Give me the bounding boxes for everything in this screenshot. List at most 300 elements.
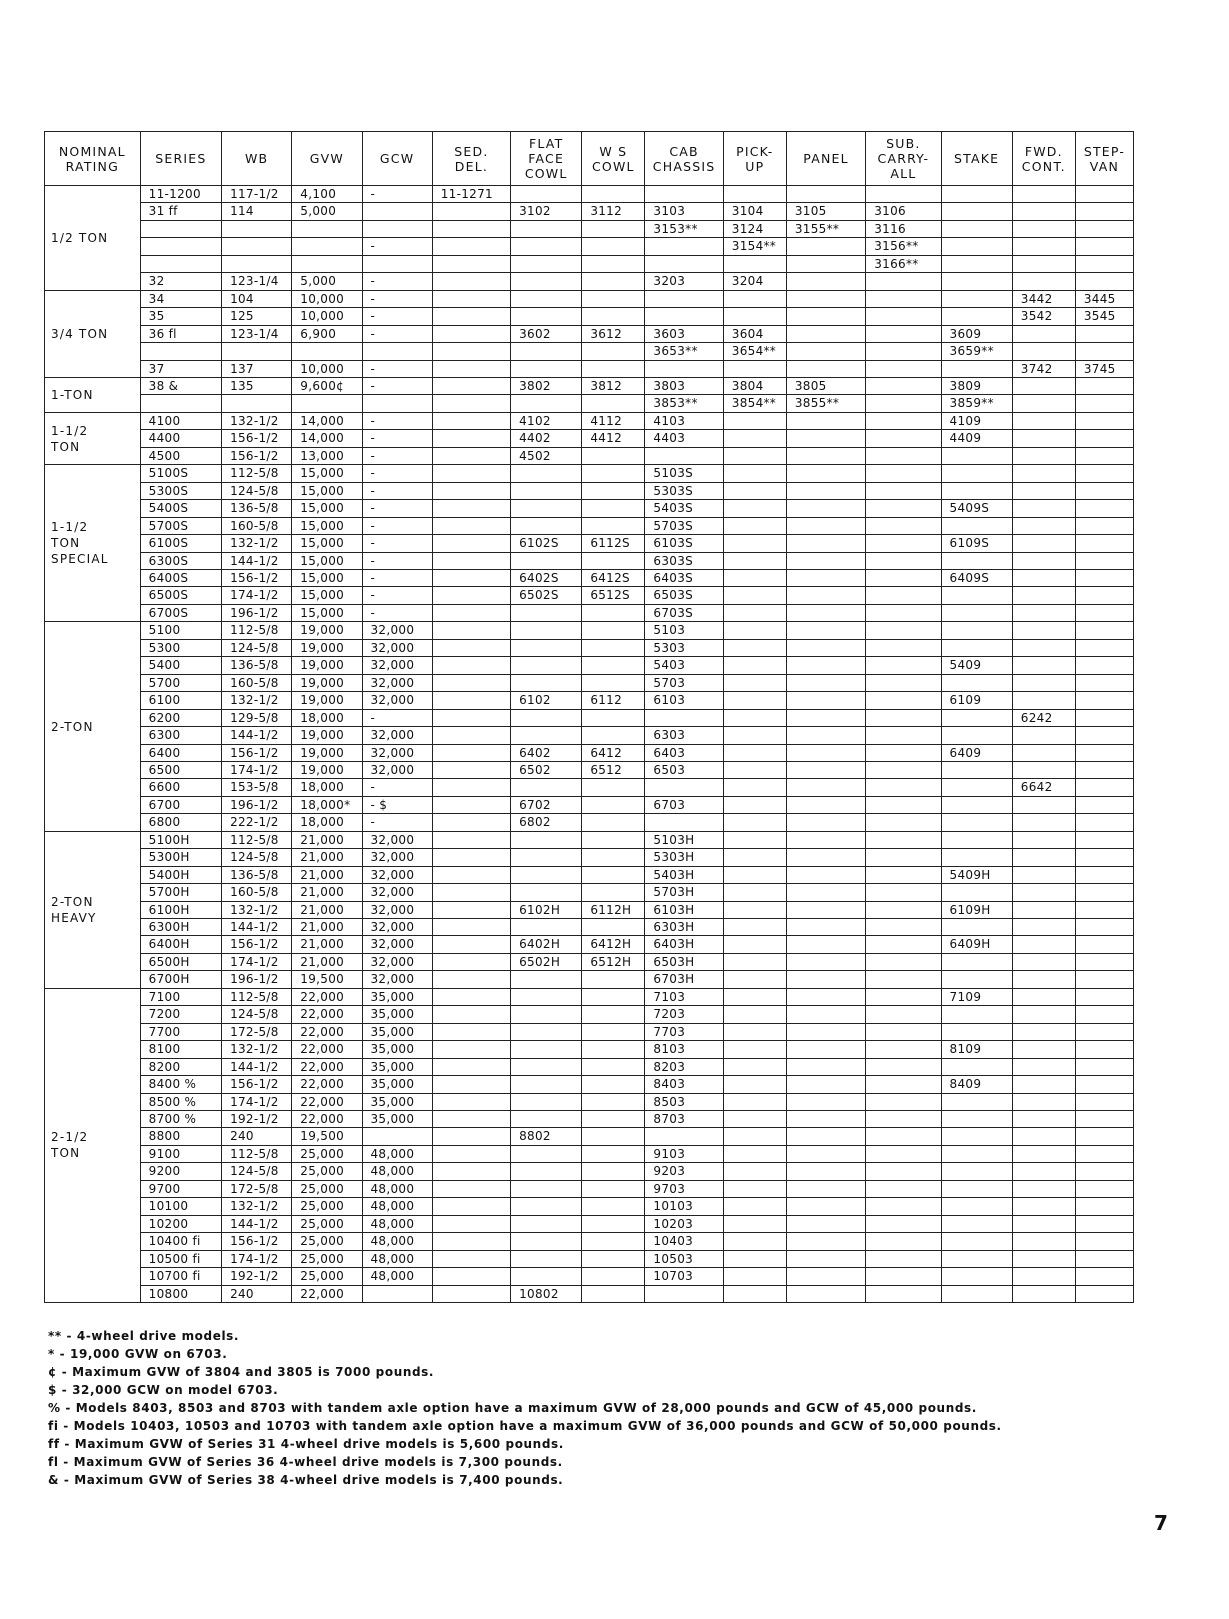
panel-cell xyxy=(786,761,865,778)
flat-face-cowl-cell xyxy=(511,1163,582,1180)
panel-cell xyxy=(786,465,865,482)
gcw-cell: 32,000 xyxy=(362,657,432,674)
header-line: SERIES xyxy=(155,151,207,166)
header-flat-face-cowl xyxy=(511,132,582,186)
fwd-cont-cell xyxy=(1012,884,1075,901)
table-row xyxy=(45,1268,1134,1285)
gcw-cell: 32,000 xyxy=(362,727,432,744)
flat-face-cowl-cell: 4402 xyxy=(511,430,582,447)
footnote: fl - Maximum GVW of Series 36 4-wheel drive models is 7,300 pounds. xyxy=(48,1455,563,1469)
series-cell: 6100S xyxy=(140,535,221,552)
cab-chassis-cell: 7703 xyxy=(645,1023,723,1040)
flat-face-cowl-cell xyxy=(511,360,582,377)
pickup-cell xyxy=(723,569,786,586)
ws-cowl-cell xyxy=(582,1128,645,1145)
step-van-cell xyxy=(1075,1023,1133,1040)
sub-carryall-cell xyxy=(866,412,941,429)
panel-cell xyxy=(786,430,865,447)
step-van-cell xyxy=(1075,1198,1133,1215)
step-van-cell xyxy=(1075,1233,1133,1250)
gvw-cell: 5,000 xyxy=(292,203,362,220)
stake-cell xyxy=(941,1023,1012,1040)
sub-carryall-cell xyxy=(866,674,941,691)
panel-cell xyxy=(786,1058,865,1075)
flat-face-cowl-cell xyxy=(511,1023,582,1040)
pickup-cell xyxy=(723,1268,786,1285)
wb-cell: 196-1/2 xyxy=(222,796,292,813)
flat-face-cowl-cell xyxy=(511,604,582,621)
table-row xyxy=(45,482,1134,499)
fwd-cont-cell xyxy=(1012,1163,1075,1180)
cab-chassis-cell: 6703H xyxy=(645,971,723,988)
sed-del-cell xyxy=(432,796,510,813)
sed-del-cell xyxy=(432,1076,510,1093)
sed-del-cell xyxy=(432,308,510,325)
wb-cell: 124-5/8 xyxy=(222,1006,292,1023)
flat-face-cowl-cell xyxy=(511,657,582,674)
gcw-cell: 32,000 xyxy=(362,674,432,691)
series-cell: 10700 fi xyxy=(140,1268,221,1285)
sed-del-cell xyxy=(432,255,510,272)
sed-del-cell xyxy=(432,657,510,674)
pickup-cell xyxy=(723,587,786,604)
step-van-cell xyxy=(1075,1163,1133,1180)
pickup-cell xyxy=(723,465,786,482)
step-van-cell xyxy=(1075,988,1133,1005)
gvw-cell: 15,000 xyxy=(292,465,362,482)
sub-carryall-cell xyxy=(866,692,941,709)
series-cell: 6300H xyxy=(140,919,221,936)
header-line: SUB. xyxy=(886,136,921,151)
sed-del-cell xyxy=(432,1058,510,1075)
sub-carryall-cell xyxy=(866,500,941,517)
sub-carryall-cell xyxy=(866,1250,941,1267)
table-row xyxy=(45,761,1134,778)
gcw-cell: - xyxy=(362,517,432,534)
stake-cell xyxy=(941,552,1012,569)
gcw-cell: 48,000 xyxy=(362,1163,432,1180)
ws-cowl-cell xyxy=(582,1041,645,1058)
sub-carryall-cell xyxy=(866,796,941,813)
panel-cell xyxy=(786,988,865,1005)
table-row xyxy=(45,325,1134,342)
gvw-cell: 19,000 xyxy=(292,674,362,691)
flat-face-cowl-cell xyxy=(511,674,582,691)
sed-del-cell xyxy=(432,1111,510,1128)
gcw-cell: 32,000 xyxy=(362,866,432,883)
flat-face-cowl-cell xyxy=(511,1058,582,1075)
wb-cell: 144-1/2 xyxy=(222,727,292,744)
table-row xyxy=(45,604,1134,621)
gcw-cell: - xyxy=(362,412,432,429)
fwd-cont-cell xyxy=(1012,552,1075,569)
cab-chassis-cell xyxy=(645,779,723,796)
stake-cell xyxy=(941,273,1012,290)
series-cell: 6600 xyxy=(140,779,221,796)
stake-cell: 6109H xyxy=(941,901,1012,918)
gvw-cell: 19,500 xyxy=(292,1128,362,1145)
ws-cowl-cell xyxy=(582,1058,645,1075)
sed-del-cell xyxy=(432,727,510,744)
table-row xyxy=(45,447,1134,464)
pickup-cell xyxy=(723,1111,786,1128)
stake-cell xyxy=(941,465,1012,482)
step-van-cell xyxy=(1075,919,1133,936)
gvw-cell xyxy=(292,343,362,360)
series-cell xyxy=(140,220,221,237)
step-van-cell xyxy=(1075,569,1133,586)
fwd-cont-cell xyxy=(1012,727,1075,744)
fwd-cont-cell xyxy=(1012,1180,1075,1197)
ws-cowl-cell: 6512H xyxy=(582,953,645,970)
pickup-cell: 3204 xyxy=(723,273,786,290)
gvw-cell: 25,000 xyxy=(292,1233,362,1250)
wb-cell: 104 xyxy=(222,290,292,307)
panel-cell xyxy=(786,622,865,639)
flat-face-cowl-cell xyxy=(511,1041,582,1058)
flat-face-cowl-cell xyxy=(511,290,582,307)
step-van-cell xyxy=(1075,587,1133,604)
wb-cell: 124-5/8 xyxy=(222,482,292,499)
flat-face-cowl-cell xyxy=(511,220,582,237)
stake-cell xyxy=(941,953,1012,970)
flat-face-cowl-cell xyxy=(511,465,582,482)
header-line: SED. xyxy=(454,143,489,159)
step-van-cell xyxy=(1075,447,1133,464)
pickup-cell: 3154** xyxy=(723,238,786,255)
series-cell: 8100 xyxy=(140,1041,221,1058)
gvw-cell: 19,000 xyxy=(292,727,362,744)
series-cell: 34 xyxy=(140,290,221,307)
panel-cell xyxy=(786,552,865,569)
panel-cell xyxy=(786,953,865,970)
stake-cell xyxy=(941,238,1012,255)
gvw-cell xyxy=(292,255,362,272)
stake-cell xyxy=(941,1180,1012,1197)
pickup-cell xyxy=(723,186,786,203)
step-van-cell xyxy=(1075,535,1133,552)
pickup-cell xyxy=(723,1041,786,1058)
step-van-cell xyxy=(1075,814,1133,831)
sed-del-cell xyxy=(432,1268,510,1285)
gvw-cell: 18,000* xyxy=(292,796,362,813)
panel-cell xyxy=(786,1111,865,1128)
header-line: NOMINAL xyxy=(58,143,126,159)
gvw-cell: 19,000 xyxy=(292,744,362,761)
gcw-cell: - xyxy=(362,290,432,307)
panel-cell xyxy=(786,1233,865,1250)
fwd-cont-cell xyxy=(1012,1093,1075,1110)
panel-cell xyxy=(786,1023,865,1040)
series-cell: 7700 xyxy=(140,1023,221,1040)
step-van-cell xyxy=(1075,430,1133,447)
cab-chassis-cell: 6503H xyxy=(645,953,723,970)
panel-cell xyxy=(786,779,865,796)
sed-del-cell xyxy=(432,1023,510,1040)
table-row xyxy=(45,639,1134,656)
fwd-cont-cell xyxy=(1012,866,1075,883)
sub-carryall-cell xyxy=(866,1076,941,1093)
panel-cell xyxy=(786,517,865,534)
sed-del-cell xyxy=(432,1233,510,1250)
gcw-cell: 35,000 xyxy=(362,1076,432,1093)
series-cell: 38 & xyxy=(140,377,221,394)
stake-cell xyxy=(941,1163,1012,1180)
cab-chassis-cell xyxy=(645,186,723,203)
wb-cell: 174-1/2 xyxy=(222,953,292,970)
pickup-cell xyxy=(723,430,786,447)
series-cell: 10100 xyxy=(140,1198,221,1215)
fwd-cont-cell xyxy=(1012,953,1075,970)
sub-carryall-cell xyxy=(866,430,941,447)
step-van-cell xyxy=(1075,971,1133,988)
stake-cell xyxy=(941,639,1012,656)
flat-face-cowl-cell xyxy=(511,552,582,569)
ws-cowl-cell xyxy=(582,814,645,831)
series-cell: 6500 xyxy=(140,761,221,778)
flat-face-cowl-cell xyxy=(511,308,582,325)
gvw-cell: 15,000 xyxy=(292,500,362,517)
sed-del-cell xyxy=(432,535,510,552)
gvw-cell: 19,500 xyxy=(292,971,362,988)
fwd-cont-cell xyxy=(1012,482,1075,499)
sed-del-cell xyxy=(432,744,510,761)
pickup-cell xyxy=(723,814,786,831)
gcw-cell: 35,000 xyxy=(362,1093,432,1110)
wb-cell: 112-5/8 xyxy=(222,622,292,639)
wb-cell: 114 xyxy=(222,203,292,220)
wb-cell xyxy=(222,343,292,360)
gcw-cell: - xyxy=(362,500,432,517)
flat-face-cowl-cell xyxy=(511,971,582,988)
table-row xyxy=(45,395,1134,412)
header-panel xyxy=(786,132,865,186)
pickup-cell xyxy=(723,1233,786,1250)
rating-line: TON xyxy=(51,439,81,454)
sed-del-cell xyxy=(432,1006,510,1023)
cab-chassis-cell: 10103 xyxy=(645,1198,723,1215)
wb-cell: 112-5/8 xyxy=(222,1145,292,1162)
series-cell xyxy=(140,343,221,360)
step-van-cell xyxy=(1075,1250,1133,1267)
sub-carryall-cell xyxy=(866,343,941,360)
footnote: ff - Maximum GVW of Series 31 4-wheel drive models is 5,600 pounds. xyxy=(48,1437,564,1451)
nominal-rating-cell xyxy=(45,465,141,622)
gcw-cell: - xyxy=(362,360,432,377)
series-cell: 11-1200 xyxy=(140,186,221,203)
pickup-cell xyxy=(723,535,786,552)
step-van-cell xyxy=(1075,203,1133,220)
gcw-cell xyxy=(362,220,432,237)
rating-line: TON xyxy=(51,1146,81,1161)
ws-cowl-cell xyxy=(582,779,645,796)
stake-cell xyxy=(941,1198,1012,1215)
gvw-cell: 19,000 xyxy=(292,657,362,674)
sub-carryall-cell xyxy=(866,360,941,377)
step-van-cell xyxy=(1075,1006,1133,1023)
table-row xyxy=(45,552,1134,569)
fwd-cont-cell xyxy=(1012,1233,1075,1250)
sed-del-cell xyxy=(432,604,510,621)
fwd-cont-cell xyxy=(1012,988,1075,1005)
sed-del-cell xyxy=(432,831,510,848)
header-line: FACE xyxy=(528,151,565,166)
fwd-cont-cell xyxy=(1012,1215,1075,1232)
nominal-rating-cell xyxy=(45,622,141,831)
header-gcw xyxy=(362,132,432,186)
stake-cell xyxy=(941,482,1012,499)
flat-face-cowl-cell xyxy=(511,919,582,936)
pickup-cell xyxy=(723,412,786,429)
wb-cell: 112-5/8 xyxy=(222,988,292,1005)
sub-carryall-cell xyxy=(866,727,941,744)
sub-carryall-cell xyxy=(866,831,941,848)
fwd-cont-cell xyxy=(1012,465,1075,482)
sub-carryall-cell xyxy=(866,901,941,918)
fwd-cont-cell xyxy=(1012,971,1075,988)
gvw-cell: 15,000 xyxy=(292,552,362,569)
table-row xyxy=(45,535,1134,552)
stake-cell xyxy=(941,831,1012,848)
flat-face-cowl-cell xyxy=(511,395,582,412)
ws-cowl-cell xyxy=(582,447,645,464)
pickup-cell xyxy=(723,866,786,883)
header-ws-cowl xyxy=(582,132,645,186)
wb-cell xyxy=(222,238,292,255)
header-line: VAN xyxy=(1089,158,1120,174)
cab-chassis-cell xyxy=(645,709,723,726)
series-cell: 9700 xyxy=(140,1180,221,1197)
panel-cell xyxy=(786,1041,865,1058)
flat-face-cowl-cell xyxy=(511,884,582,901)
nominal-rating-cell xyxy=(45,377,141,412)
flat-face-cowl-cell: 3102 xyxy=(511,203,582,220)
sub-carryall-cell: 3166** xyxy=(866,255,941,272)
ws-cowl-cell xyxy=(582,308,645,325)
pickup-cell xyxy=(723,831,786,848)
header-line: W S xyxy=(599,143,628,159)
flat-face-cowl-cell xyxy=(511,343,582,360)
gcw-cell: - xyxy=(362,535,432,552)
table-row xyxy=(45,1145,1134,1162)
sub-carryall-cell xyxy=(866,1041,941,1058)
header-line: STAKE xyxy=(954,151,1000,166)
wb-cell: 123-1/4 xyxy=(222,325,292,342)
ws-cowl-cell xyxy=(582,1268,645,1285)
cab-chassis-cell: 7203 xyxy=(645,1006,723,1023)
stake-cell: 3809 xyxy=(941,377,1012,394)
wb-cell xyxy=(222,395,292,412)
wb-cell: 153-5/8 xyxy=(222,779,292,796)
flat-face-cowl-cell xyxy=(511,1006,582,1023)
series-cell: 8200 xyxy=(140,1058,221,1075)
flat-face-cowl-cell xyxy=(511,1093,582,1110)
sub-carryall-cell xyxy=(866,1006,941,1023)
wb-cell: 124-5/8 xyxy=(222,639,292,656)
fwd-cont-cell xyxy=(1012,1128,1075,1145)
ws-cowl-cell xyxy=(582,1233,645,1250)
pickup-cell xyxy=(723,919,786,936)
stake-cell xyxy=(941,1128,1012,1145)
sub-carryall-cell xyxy=(866,1180,941,1197)
gvw-cell: 19,000 xyxy=(292,692,362,709)
stake-cell xyxy=(941,779,1012,796)
sed-del-cell xyxy=(432,1163,510,1180)
flat-face-cowl-cell: 6402S xyxy=(511,569,582,586)
gcw-cell: 32,000 xyxy=(362,761,432,778)
flat-face-cowl-cell: 6802 xyxy=(511,814,582,831)
header-stake xyxy=(941,132,1012,186)
wb-cell: 156-1/2 xyxy=(222,430,292,447)
gcw-cell: 48,000 xyxy=(362,1215,432,1232)
ws-cowl-cell: 4412 xyxy=(582,430,645,447)
cab-chassis-cell xyxy=(645,447,723,464)
stake-cell xyxy=(941,1111,1012,1128)
series-cell: 6100H xyxy=(140,901,221,918)
sed-del-cell xyxy=(432,377,510,394)
stake-cell: 4409 xyxy=(941,430,1012,447)
cab-chassis-cell: 8703 xyxy=(645,1111,723,1128)
cab-chassis-cell: 5103 xyxy=(645,622,723,639)
series-cell: 5100S xyxy=(140,465,221,482)
panel-cell xyxy=(786,343,865,360)
ws-cowl-cell xyxy=(582,988,645,1005)
flat-face-cowl-cell xyxy=(511,500,582,517)
panel-cell xyxy=(786,1076,865,1093)
step-van-cell xyxy=(1075,1076,1133,1093)
panel-cell xyxy=(786,657,865,674)
table-row xyxy=(45,831,1134,848)
flat-face-cowl-cell xyxy=(511,727,582,744)
gcw-cell: - xyxy=(362,552,432,569)
sub-carryall-cell xyxy=(866,1058,941,1075)
header-line: RATING xyxy=(65,158,119,174)
series-cell: 31 ff xyxy=(140,203,221,220)
stake-cell xyxy=(941,290,1012,307)
sed-del-cell xyxy=(432,447,510,464)
wb-cell: 135 xyxy=(222,377,292,394)
fwd-cont-cell xyxy=(1012,1198,1075,1215)
ws-cowl-cell xyxy=(582,1023,645,1040)
step-van-cell xyxy=(1075,1058,1133,1075)
series-cell: 8700 % xyxy=(140,1111,221,1128)
wb-cell: 123-1/4 xyxy=(222,273,292,290)
flat-face-cowl-cell: 6502S xyxy=(511,587,582,604)
series-cell: 32 xyxy=(140,273,221,290)
gcw-cell: 48,000 xyxy=(362,1268,432,1285)
fwd-cont-cell: 3542 xyxy=(1012,308,1075,325)
pickup-cell: 3604 xyxy=(723,325,786,342)
gvw-cell: 19,000 xyxy=(292,622,362,639)
sed-del-cell xyxy=(432,884,510,901)
pickup-cell xyxy=(723,255,786,272)
cab-chassis-cell: 5303 xyxy=(645,639,723,656)
table-row xyxy=(45,1180,1134,1197)
pickup-cell xyxy=(723,674,786,691)
gcw-cell: 35,000 xyxy=(362,1111,432,1128)
pickup-cell: 3654** xyxy=(723,343,786,360)
sub-carryall-cell xyxy=(866,971,941,988)
gvw-cell: 21,000 xyxy=(292,901,362,918)
rating-line: 2-1/2 xyxy=(51,1130,89,1145)
fwd-cont-cell xyxy=(1012,1250,1075,1267)
flat-face-cowl-cell xyxy=(511,866,582,883)
fwd-cont-cell xyxy=(1012,657,1075,674)
pickup-cell xyxy=(723,447,786,464)
step-van-cell xyxy=(1075,901,1133,918)
gcw-cell: 35,000 xyxy=(362,1023,432,1040)
ws-cowl-cell: 6112 xyxy=(582,692,645,709)
